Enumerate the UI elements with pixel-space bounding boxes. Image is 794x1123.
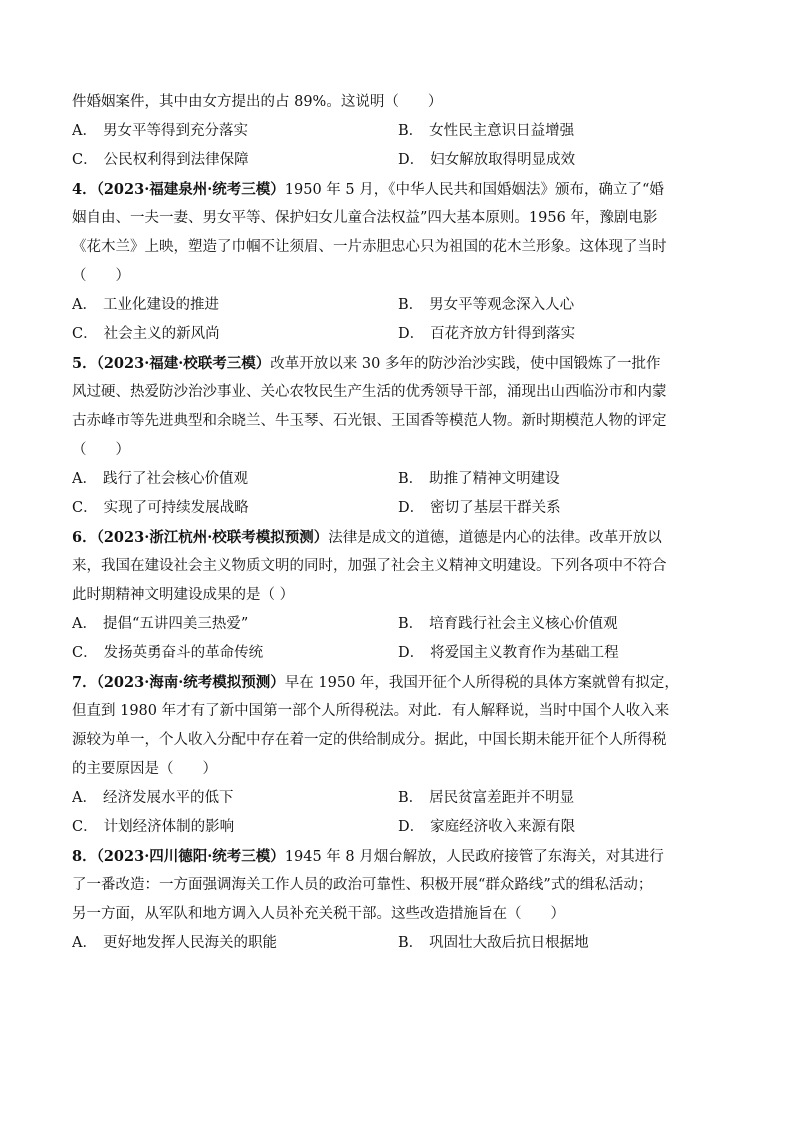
question-7: [72, 668, 724, 842]
options-row: [72, 320, 724, 349]
question-number: 6．: [72, 529, 97, 546]
option-text: 居民贫富差距并不明显: [429, 790, 575, 806]
option-text: 将爱国主义教育作为基础工程: [430, 645, 619, 661]
intro-options-row-1: [72, 117, 724, 146]
question-6: [72, 523, 724, 668]
option-label: B．: [398, 123, 424, 139]
options-row: [72, 813, 724, 842]
option-label: D．: [398, 152, 425, 168]
question-8: [72, 842, 724, 958]
option-text: 男女平等得到充分落实: [102, 123, 248, 139]
question-5-option-a[interactable]: [72, 465, 398, 494]
options-row: [72, 465, 724, 494]
question-4-option-a[interactable]: [72, 291, 398, 320]
option-text: 女性民主意识日益增强: [429, 123, 575, 139]
question-6-line-1: [72, 523, 724, 552]
question-6-option-c[interactable]: [72, 639, 398, 668]
option-text: 计划经济体制的影响: [103, 819, 235, 835]
question-8-option-b[interactable]: [398, 929, 724, 958]
question-7-option-d[interactable]: [398, 813, 724, 842]
question-4-option-b[interactable]: [398, 291, 724, 320]
option-text: 践行了社会核心价值观: [102, 471, 248, 487]
question-text: 早在 1950 年，我国开征个人所得税的具体方案就曾有拟定，: [284, 675, 679, 691]
option-text: 社会主义的新风尚: [103, 326, 220, 342]
option-text: 家庭经济收入来源有限: [430, 819, 576, 835]
option-label: B．: [398, 790, 424, 806]
question-text-line: 源较为单一，个人收入分配中存在着一定的供给制成分。据此，中国长期未能开征个人所得税: [72, 732, 667, 748]
intro-option-a[interactable]: [72, 117, 398, 146]
question-text: 法律是成文的道德，道德是内心的法律。改革开放以: [328, 530, 662, 546]
question-source: （2023·福建泉州·统考三模）: [96, 181, 285, 198]
option-label: C．: [72, 645, 98, 661]
question-source: （2023·海南·统考模拟预测）: [96, 674, 285, 691]
option-label: C．: [72, 819, 98, 835]
question-8-option-a[interactable]: [72, 929, 398, 958]
option-label: B．: [398, 297, 424, 313]
question-7-option-a[interactable]: [72, 784, 398, 813]
option-text: 公民权利得到法律保障: [103, 152, 249, 168]
question-text-line: 此时期精神文明建设成果的是（ ）: [72, 587, 295, 603]
question-source: （2023·浙江杭州·校联考模拟预测）: [96, 529, 329, 546]
question-7-option-c[interactable]: [72, 813, 398, 842]
question-text-line: 《花木兰》上映，塑造了巾帼不让须眉、一片赤胆忠心只为祖国的花木兰形象。这体现了当时: [72, 239, 667, 255]
option-label: B．: [398, 935, 424, 951]
option-text: 密切了基层干群关系: [430, 500, 561, 516]
question-text: 1945 年 8 月烟台解放，人民政府接管了东海关，对其进行: [284, 849, 664, 865]
option-label: A．: [72, 790, 97, 806]
option-label: D．: [398, 326, 425, 342]
option-label: D．: [398, 500, 425, 516]
question-5-option-b[interactable]: [398, 465, 724, 494]
question-7-option-b[interactable]: [398, 784, 724, 813]
question-6-option-a[interactable]: [72, 610, 398, 639]
question-number: 5．: [72, 355, 97, 372]
options-row: [72, 494, 724, 523]
options-row: [72, 291, 724, 320]
intro-question-tail: 件婚姻案件，其中由女方提出的占 89%。这说明（ ）: [72, 94, 443, 110]
option-text: 实现了可持续发展战略: [103, 500, 249, 516]
question-6-option-d[interactable]: [398, 639, 724, 668]
question-number: 7．: [72, 674, 97, 691]
option-label: A．: [72, 297, 97, 313]
intro-option-d[interactable]: [398, 146, 724, 175]
question-number: 8．: [72, 848, 97, 865]
option-label: A．: [72, 935, 97, 951]
question-5-line-1: [72, 349, 724, 378]
option-label: C．: [72, 152, 98, 168]
option-text: 经济发展水平的低下: [102, 790, 234, 806]
option-label: A．: [72, 616, 97, 632]
question-text-line: 来，我国在建设社会主义物质文明的同时，加强了社会主义精神文明建设。下列各项中不符合: [72, 558, 667, 574]
question-text-line: 风过硬、热爱防沙治沙事业、关心农牧民生产生活的优秀领导干部，涌现出山西临汾市和内蒙: [72, 384, 667, 400]
question-8-line-1: [72, 842, 724, 871]
option-text: 发扬英勇奋斗的革命传统: [103, 645, 264, 661]
question-5-option-c[interactable]: [72, 494, 398, 523]
option-text: 工业化建设的推进: [102, 297, 219, 313]
option-text: 百花齐放方针得到落实: [430, 326, 576, 342]
question-text-line: 的主要原因是（ ）: [72, 761, 217, 777]
question-text-line: 另一方面，从军队和地方调入人员补充关税干部。这些改造措施旨在（ ）: [72, 906, 565, 922]
option-label: A．: [72, 123, 97, 139]
question-text-line: 姻自由、一夫一妻、男女平等、保护妇女儿童合法权益”四大基本原则。1956 年，豫剧电影: [72, 210, 658, 226]
question-text: 1950 年 5 月，《中华人民共和国婚姻法》颁布，确立了“婚: [284, 182, 664, 198]
option-text: 男女平等观念深入人心: [429, 297, 575, 313]
intro-option-c[interactable]: [72, 146, 398, 175]
option-label: B．: [398, 471, 424, 487]
intro-option-b[interactable]: [398, 117, 724, 146]
question-text-line: （ ）: [72, 442, 130, 458]
option-text: 更好地发挥人民海关的职能: [102, 935, 277, 951]
question-4-option-d[interactable]: [398, 320, 724, 349]
question-number: 4．: [72, 181, 97, 198]
option-text: 巩固壮大敌后抗日根据地: [429, 935, 589, 951]
option-text: 助推了精神文明建设: [429, 471, 560, 487]
question-4-line-1: [72, 175, 724, 204]
option-label: C．: [72, 326, 98, 342]
question-7-line-1: [72, 668, 724, 697]
intro-options-row-2: [72, 146, 724, 175]
option-text: 提倡“五讲四美三热爱”: [102, 616, 249, 632]
option-label: C．: [72, 500, 98, 516]
question-text: 改革开放以来 30 多年的防沙治沙实践，使中国锻炼了一批作: [270, 356, 661, 372]
options-row: [72, 610, 724, 639]
option-text: 培育践行社会主义核心价值观: [429, 616, 618, 632]
option-label: A．: [72, 471, 97, 487]
question-6-option-b[interactable]: [398, 610, 724, 639]
question-text-line: 了一番改造：一方面强调海关工作人员的政治可靠性、积极开展“群众路线”式的缉私活动；: [72, 877, 653, 893]
options-row: [72, 639, 724, 668]
question-source: （2023·四川德阳·统考三模）: [96, 848, 285, 865]
question-4: [72, 175, 724, 349]
options-row: [72, 784, 724, 813]
option-label: D．: [398, 819, 425, 835]
question-5-option-d[interactable]: [398, 494, 724, 523]
document-page: [72, 88, 724, 958]
question-text-line: 古赤峰市等先进典型和余晓兰、牛玉琴、石光银、王国香等模范人物。新时期模范人物的评定: [72, 413, 667, 429]
question-5: [72, 349, 724, 523]
options-row: [72, 929, 724, 958]
question-source: （2023·福建·校联考三模）: [96, 355, 271, 372]
question-text-line: 但直到 1980 年才有了新中国第一部个人所得税法。对此．有人解释说，当时中国个人收入来: [72, 703, 670, 719]
question-4-option-c[interactable]: [72, 320, 398, 349]
option-label: D．: [398, 645, 425, 661]
option-label: B．: [398, 616, 424, 632]
option-text: 妇女解放取得明显成效: [430, 152, 576, 168]
question-text-line: （ ）: [72, 268, 130, 284]
